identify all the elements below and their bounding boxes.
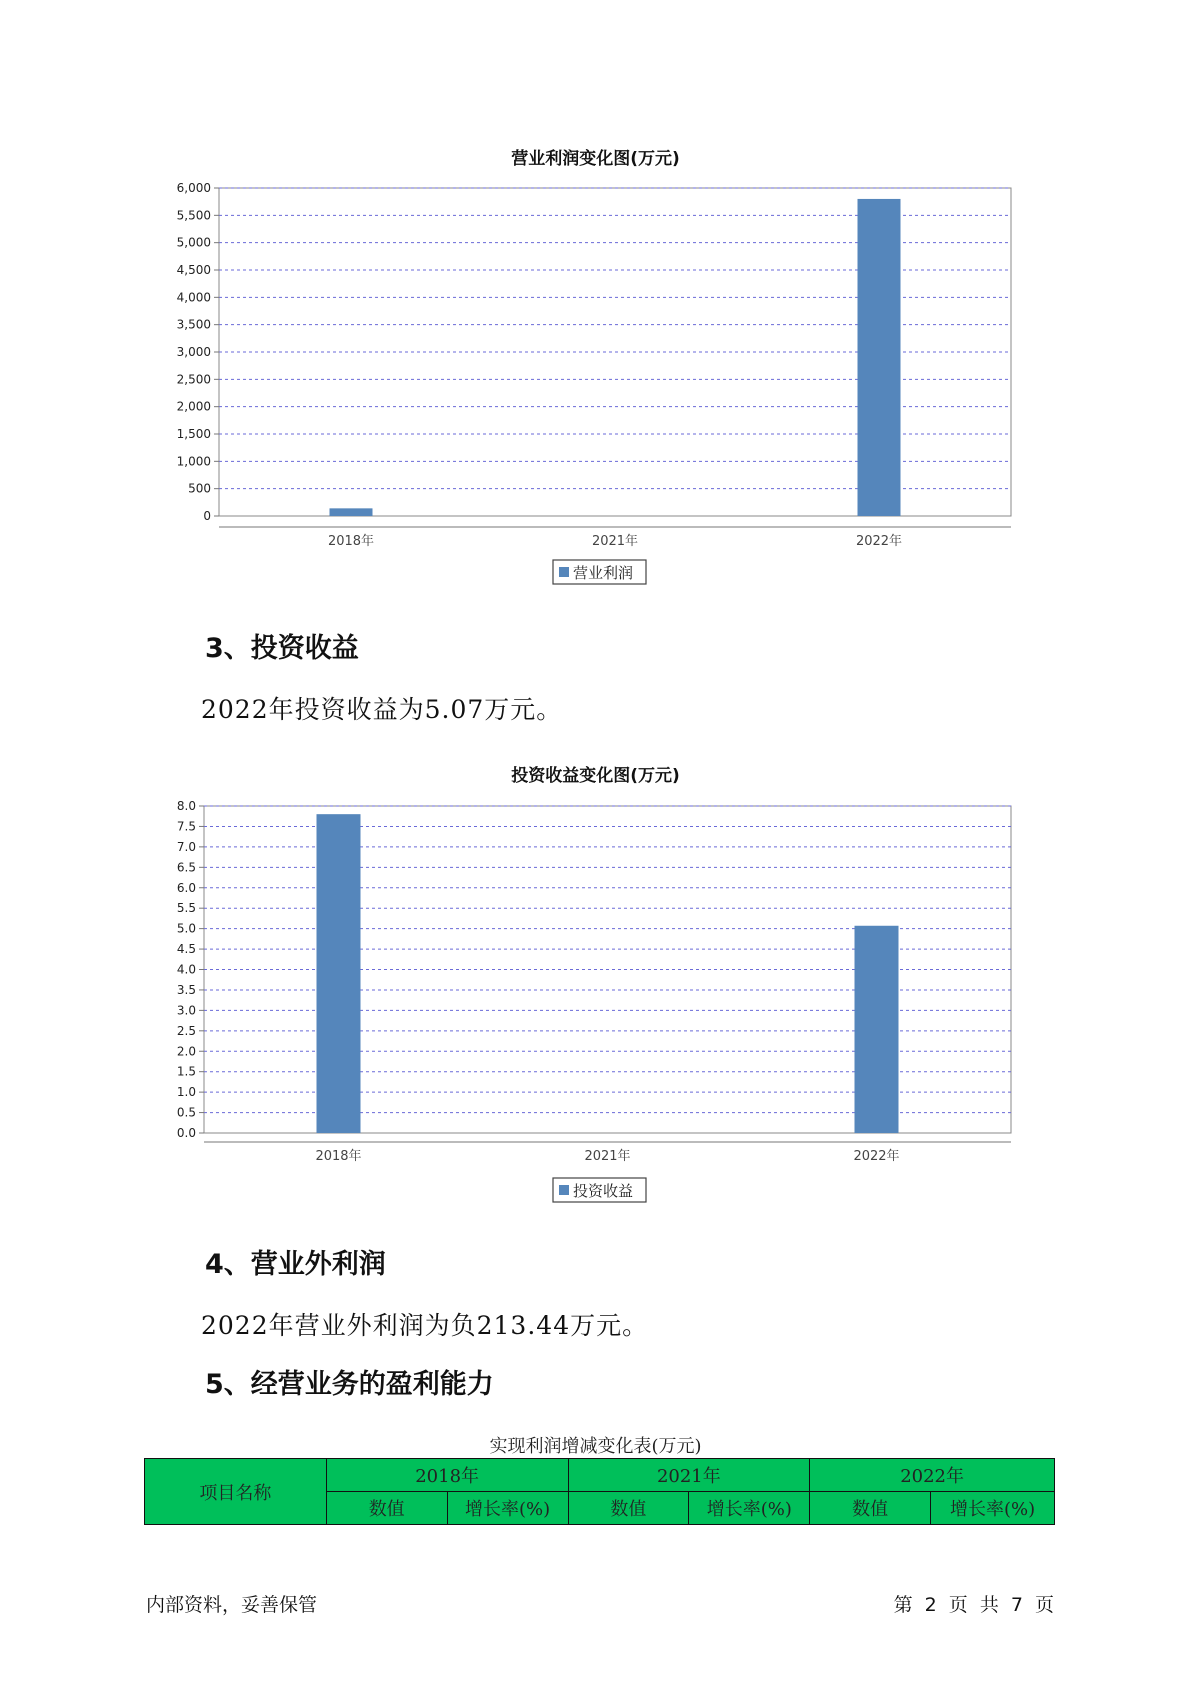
table-header-value: 数值	[810, 1492, 931, 1525]
footer-confidential-note: 内部资料，妥善保管	[146, 1594, 318, 1616]
y-tick-label: 0	[203, 509, 211, 523]
y-tick-label: 4.5	[176, 942, 196, 957]
y-tick-label: 2.5	[176, 1023, 196, 1038]
y-tick-label: 8.0	[176, 799, 196, 813]
y-tick-label: 7.5	[176, 819, 196, 834]
legend-label: 投资收益	[573, 1182, 634, 1200]
y-tick-label: 3.5	[176, 982, 196, 997]
y-tick-label: 4.0	[176, 962, 196, 977]
y-tick-label: 3.0	[176, 1003, 196, 1018]
bar-2022年	[855, 926, 899, 1133]
y-tick-label: 0.0	[176, 1126, 196, 1140]
y-tick-label: 0.5	[176, 1105, 196, 1120]
section-non-operating-text: 2022年营业外利润为负213.44万元。	[201, 1311, 649, 1340]
y-tick-label: 1,500	[176, 427, 211, 441]
section-profitability-heading: 5、经营业务的盈利能力	[205, 1369, 494, 1400]
table-header-value: 数值	[326, 1492, 447, 1525]
chart1-title: 营业利润变化图(万元)	[511, 149, 680, 169]
legend-label: 营业利润	[573, 564, 634, 582]
bar-2018年	[317, 814, 361, 1133]
table-header-item-name: 项目名称	[145, 1459, 327, 1525]
y-tick-label: 4,500	[176, 263, 211, 277]
y-tick-label: 6.5	[176, 860, 196, 875]
y-tick-label: 1.5	[176, 1064, 196, 1079]
table-caption: 实现利润增减变化表(万元)	[489, 1436, 702, 1457]
y-tick-label: 4,000	[176, 290, 211, 305]
y-tick-label: 5,000	[176, 235, 211, 250]
x-tick-label: 2021年	[591, 534, 639, 549]
y-tick-label: 2,000	[176, 399, 211, 414]
table-header-growth: 增长率(%)	[689, 1492, 810, 1525]
y-tick-label: 2.0	[176, 1044, 196, 1059]
legend-swatch	[559, 1185, 569, 1195]
y-tick-label: 3,500	[176, 317, 211, 332]
y-tick-label: 5.0	[176, 921, 196, 936]
x-tick-label: 2022年	[853, 1149, 900, 1164]
table-header-year-2018: 2018年	[326, 1459, 568, 1492]
y-tick-label: 6,000	[176, 181, 211, 195]
table-header-growth: 增长率(%)	[931, 1492, 1055, 1525]
footer-page-number: 第 2 页 共 7 页	[893, 1594, 1054, 1616]
y-tick-label: 3,000	[176, 345, 211, 359]
x-tick-label: 2021年	[584, 1149, 631, 1164]
table-header-year-2021: 2021年	[568, 1459, 810, 1492]
y-tick-label: 1,000	[176, 454, 211, 469]
chart2-title: 投资收益变化图(万元)	[511, 766, 680, 786]
y-tick-label: 5,500	[176, 208, 211, 223]
x-tick-label: 2018年	[327, 534, 375, 549]
x-tick-label: 2022年	[855, 534, 903, 549]
table-header-value: 数值	[568, 1492, 689, 1525]
y-tick-label: 7.0	[176, 839, 196, 854]
table-header-year-2022: 2022年	[810, 1459, 1055, 1492]
y-tick-label: 1.0	[176, 1085, 196, 1100]
y-tick-label: 5.5	[176, 901, 196, 916]
profit-change-table	[144, 1458, 1055, 1525]
x-tick-label: 2018年	[315, 1149, 362, 1164]
section-non-operating-heading: 4、营业外利润	[205, 1249, 386, 1280]
section-investment-heading: 3、投资收益	[205, 633, 359, 664]
table-header-growth: 增长率(%)	[447, 1492, 568, 1525]
section-investment-text: 2022年投资收益为5.07万元。	[201, 695, 563, 724]
y-tick-label: 2,500	[176, 372, 211, 387]
y-tick-label: 500	[188, 481, 211, 496]
y-tick-label: 6.0	[176, 880, 196, 895]
